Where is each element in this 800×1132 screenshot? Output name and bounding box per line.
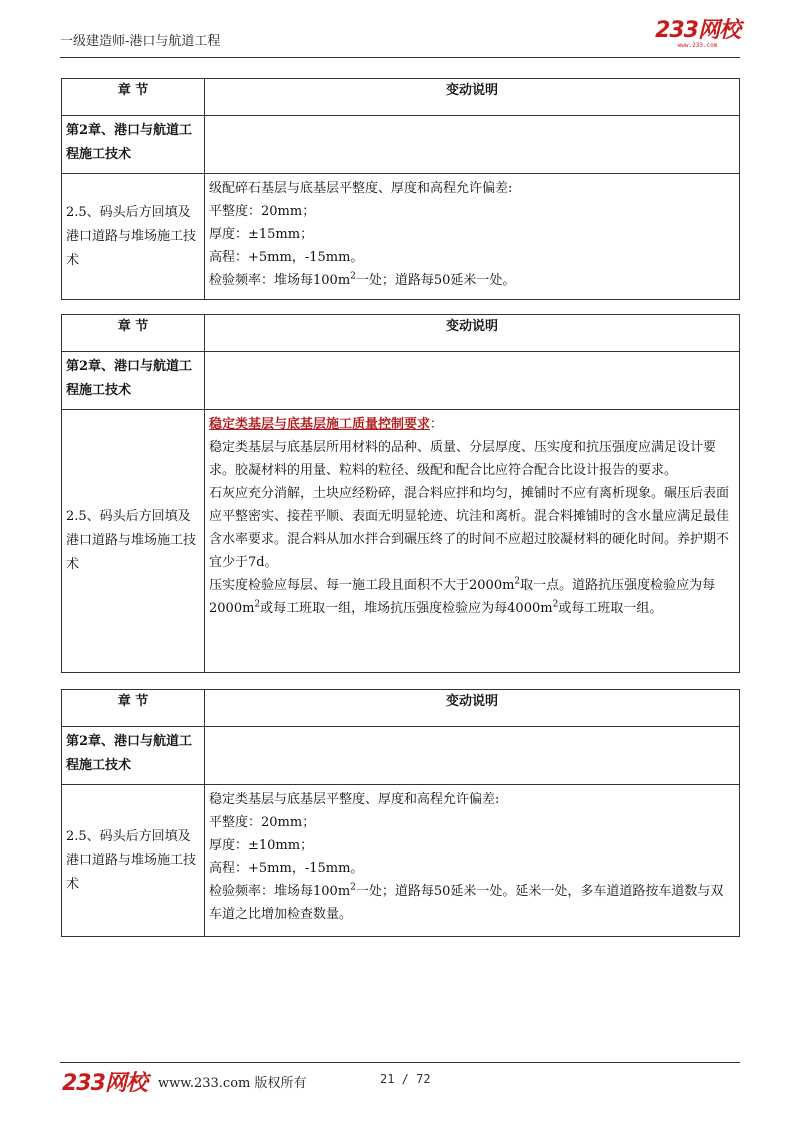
column-header-changes: 变动说明 [205, 79, 740, 116]
subsection-row [62, 174, 740, 300]
description-paragraph: 压实度检验应每层、每一施工段且面积不大于$2000m^2$取一点。道路抗压强度检验应为每$2000m^2$或每工班取一组，堆场抗压强度检验应为每$4000m^2$或每工班取一组。 [209, 576, 716, 616]
footer-logo: 233网校 [62, 1071, 147, 1096]
description-heading [209, 413, 735, 436]
chapter-row [62, 116, 740, 174]
change-description [205, 785, 740, 937]
description-line: 高程：+5mm，-15mm。 [209, 861, 364, 876]
page-number: 21 / 72 [380, 1072, 431, 1086]
superscript-two: 2 [514, 576, 521, 587]
document-title: 一级建造师-港口与航道工程 [60, 34, 221, 49]
description-line: 检验频率：堆场每$100m^2$一处；道路每50延米一处。延米一处，多车道道路按车道数与双车道之比增加检查数量。 [209, 882, 724, 922]
subsection-row [62, 410, 740, 673]
description-line: 厚度：±10mm； [209, 838, 314, 853]
change-table-1 [61, 78, 740, 300]
chapter-row [62, 727, 740, 785]
change-description [205, 174, 740, 300]
chapter-name: 第2章、港口与航道工程施工技术 [62, 727, 205, 785]
subsection-name: 2.5、码头后方回填及港口道路与堆场施工技术 [62, 174, 205, 300]
description-line: 级配碎石基层与底基层平整度、厚度和高程允许偏差: [209, 181, 513, 196]
brand-logo [655, 20, 740, 50]
table-header-row [62, 690, 740, 727]
header-divider [60, 57, 740, 58]
description-line: 平整度：20mm； [209, 815, 316, 830]
highlighted-heading: 稳定类基层与底基层施工质量控制要求 [209, 417, 431, 432]
change-table-3 [61, 689, 740, 937]
chapter-description [205, 727, 740, 785]
description-line: 检验频率：堆场每$100m^2$一处；道路每50延米一处。 [209, 271, 516, 288]
table-header-row [62, 315, 740, 352]
superscript-two: 2 [254, 599, 261, 610]
change-description [205, 410, 740, 673]
description-paragraph: 稳定类基层与底基层所用材料的品种、质量、分层厚度、压实度和抗压强度应满足设计要求。胶凝材料的用量、粒料的粒径、级配和配合比应符合配合比设计报告的要求。 [209, 440, 717, 478]
subsection-row [62, 785, 740, 937]
description-paragraph: 石灰应充分消解，土块应经粉碎，混合料应拌和均匀，摊铺时不应有离析现象。碾压后表面应平整密实、接茬平顺、表面无明显轮迹、坑洼和离析。混合料摊铺时的含水量应满足最佳含水率要求。混合料从加水拌合到碾压终了的时间不应超过胶凝材料的硬化时间。养护期不宜少于7d。 [209, 486, 730, 570]
superscript-two: 2 [350, 271, 356, 282]
logo-text: 233网校 [655, 18, 740, 43]
heading-colon: ： [430, 417, 444, 432]
description-line: 平整度：20mm； [209, 204, 316, 219]
column-header-chapter: 章 节 [62, 315, 205, 352]
chapter-row [62, 352, 740, 410]
column-header-changes: 变动说明 [205, 315, 740, 352]
chapter-description [205, 352, 740, 410]
column-header-chapter: 章 节 [62, 79, 205, 116]
column-header-changes: 变动说明 [205, 690, 740, 727]
superscript-two: 2 [350, 882, 356, 893]
logo-url: www.233.com [677, 42, 718, 49]
column-header-chapter: 章 节 [62, 690, 205, 727]
footer-divider [60, 1062, 740, 1063]
footer-copyright: www.233.com 版权所有 [158, 1076, 307, 1091]
subsection-name: 2.5、码头后方回填及港口道路与堆场施工技术 [62, 410, 205, 673]
description-line: 高程：+5mm，-15mm。 [209, 250, 364, 265]
subsection-name: 2.5、码头后方回填及港口道路与堆场施工技术 [62, 785, 205, 937]
chapter-name: 第2章、港口与航道工程施工技术 [62, 116, 205, 174]
chapter-description [205, 116, 740, 174]
change-table-2 [61, 314, 740, 673]
page-header [60, 18, 740, 58]
description-line: 厚度：±15mm； [209, 227, 314, 242]
table-header-row [62, 79, 740, 116]
superscript-two: 2 [552, 599, 559, 610]
chapter-name: 第2章、港口与航道工程施工技术 [62, 352, 205, 410]
description-line: 稳定类基层与底基层平整度、厚度和高程允许偏差: [209, 792, 500, 807]
